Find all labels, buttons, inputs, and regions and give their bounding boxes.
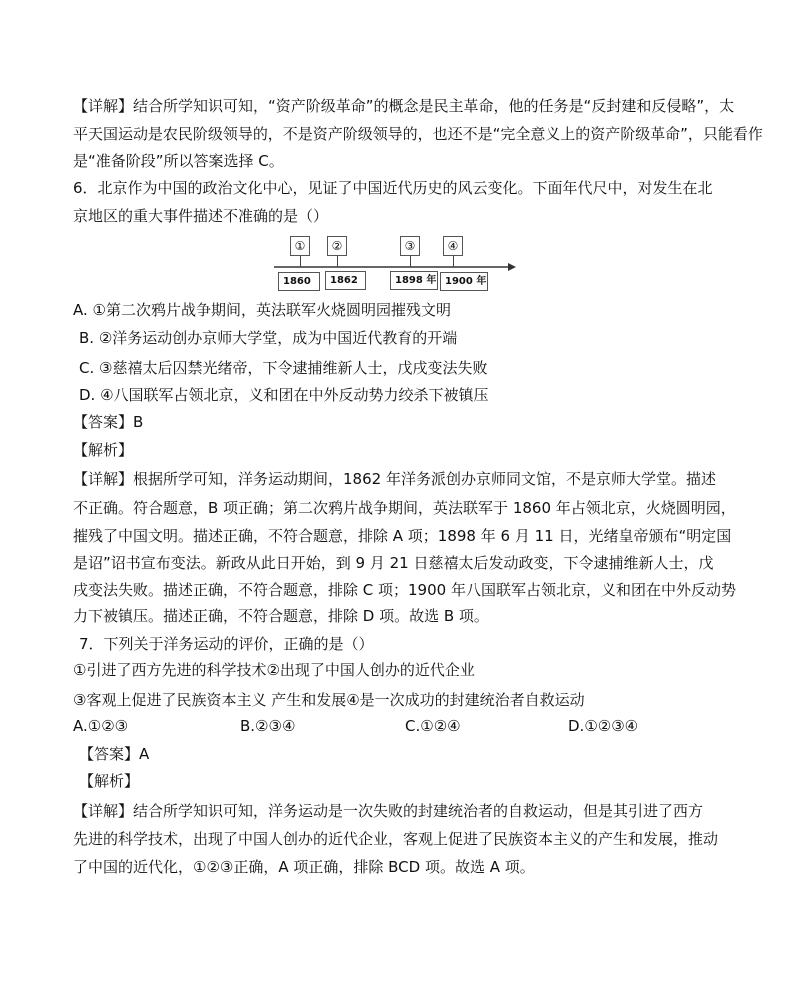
timeline-year-1862: 1862 <box>325 271 366 290</box>
q7-detail-line-3: 了中国的近代化，①②③正确，A 项正确，排除 BCD 项。故选 A 项。 <box>73 858 535 876</box>
timeline-marker-3: ③ <box>400 236 420 256</box>
timeline-marker-1: ① <box>290 236 310 256</box>
timeline-tick-1 <box>300 255 301 267</box>
q6-option-c: C. ③慈禧太后囚禁光绪帝，下令逮捕维新人士，戊戌变法失败 <box>79 359 488 377</box>
q7-detail-line-2: 先进的科学技术，出现了中国人创办的近代企业，客观上促进了民族资本主义的产生和发展，推动 <box>73 830 719 848</box>
q6-stem-line-2: 京地区的重大事件描述不准确的是（） <box>73 207 329 225</box>
timeline-year-1900: 1900 年 <box>440 272 488 291</box>
q6-analysis-label: 【解析】 <box>73 441 134 459</box>
q6-detail-line-2: 不正确。符合题意，B 项正确；第二次鸦片战争期间，英法联军于 1860 年占领北京，火烧圆明园， <box>73 499 736 517</box>
q6-detail-line-1: 【详解】根据所学可知，洋务运动期间，1862 年洋务派创办京师同文馆，不是京师大学堂。描述 <box>73 470 716 488</box>
q7-answer: 【答案】A <box>79 745 150 763</box>
q6-option-d: D. ④八国联军占领北京，义和团在中外反动势力绞杀下被镇压 <box>79 386 489 404</box>
q5-detail-line-3: 是“准备阶段”所以答案选择 C。 <box>73 152 284 170</box>
q6-detail-line-5: 戌变法失败。描述正确，不符合题意，排除 C 项；1900 年八国联军占领北京，义和团在中外反动势 <box>73 581 736 599</box>
timeline-marker-4: ④ <box>443 236 463 256</box>
q6-option-a: A. ①第二次鸦片战争期间，英法联军火烧圆明园摧残文明 <box>73 301 451 319</box>
q7-analysis-label: 【解析】 <box>79 772 140 790</box>
q7-option-b: B.②③④ <box>240 717 296 735</box>
timeline-tick-4 <box>453 255 454 267</box>
q6-option-b: B. ②洋务运动创办京师大学堂，成为中国近代教育的开端 <box>79 329 458 347</box>
q6-answer: 【答案】B <box>73 413 144 431</box>
q7-option-c: C.①②④ <box>405 717 461 735</box>
q5-detail-line-2: 平天国运动是农民阶级领导的，不是资产阶级领导的，也还不是“完全意义上的资产阶级革命”，只能看作 <box>73 125 763 143</box>
q6-detail-line-6: 力下被镇压。描述正确，不符合题意，排除 D 项。故选 B 项。 <box>73 607 489 625</box>
q6-stem-line-1: 6．北京作为中国的政治文化中心，见证了中国近代历史的风云变化。下面年代尺中，对发生在北 <box>73 179 713 197</box>
q5-detail-line-1: 【详解】结合所学知识可知，“资产阶级革命”的概念是民主革命，他的任务是“反封建和反侵略”，太 <box>73 97 735 115</box>
timeline-year-1898: 1898 年 <box>390 271 438 290</box>
q7-option-a: A.①②③ <box>73 717 129 735</box>
timeline-marker-2: ② <box>327 236 347 256</box>
q7-detail-line-1: 【详解】结合所学知识可知，洋务运动是一次失败的封建统治者的自救运动，但是其引进了西方 <box>73 802 704 820</box>
q6-detail-line-4: 是诏”诏书宣布变法。新政从此日开始，到 9 月 21 日慈禧太后发动政变，下令逮捕维新人士，戊 <box>73 554 714 572</box>
timeline-year-1860: 1860 <box>278 272 320 291</box>
timeline-tick-3 <box>410 255 411 267</box>
q7-statement-2: ③客观上促进了民族资本主义 产生和发展④是一次成功的封建统治者自救运动 <box>73 691 585 709</box>
q7-stem: 7．下列关于洋务运动的评价，正确的是（） <box>79 635 374 653</box>
q6-detail-line-3: 摧残了中国文明。描述正确，不符合题意，排除 A 项；1898 年 6 月 11 日，光绪皇帝颁布“明定国 <box>73 527 732 545</box>
timeline-diagram <box>270 234 520 292</box>
timeline-tick-2 <box>337 255 338 267</box>
q7-option-d: D.①②③④ <box>568 717 639 735</box>
q7-statement-1: ①引进了西方先进的科学技术②出现了中国人创办的近代企业 <box>73 661 475 679</box>
